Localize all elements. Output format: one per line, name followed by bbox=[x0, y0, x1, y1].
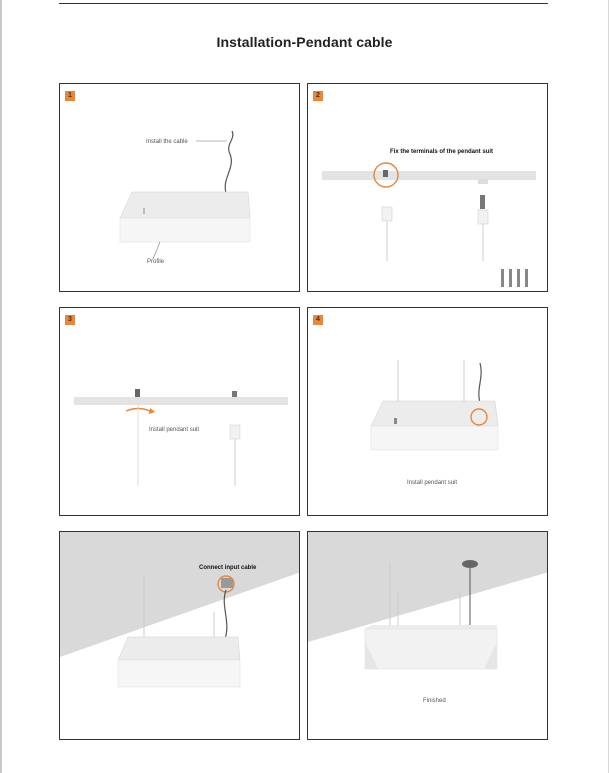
step-3-illustration bbox=[60, 308, 300, 516]
page-edge-left bbox=[0, 0, 2, 773]
step-4-badge: 4 bbox=[313, 315, 323, 325]
step-3-panel bbox=[59, 307, 300, 516]
step-3-label: Install pendant suit bbox=[149, 427, 200, 433]
step-1-illustration bbox=[60, 84, 300, 292]
step-4-label: Install pendant suit bbox=[407, 480, 458, 486]
step-2-illustration bbox=[308, 84, 548, 292]
step-1-label-profile: Profile bbox=[147, 259, 165, 265]
header-rule bbox=[59, 3, 548, 4]
ceiling-bar bbox=[74, 397, 288, 405]
profile-front bbox=[120, 218, 250, 242]
step-1-panel bbox=[59, 83, 300, 292]
canopy bbox=[462, 560, 478, 568]
step-4-illustration bbox=[308, 308, 548, 516]
profile-top bbox=[120, 192, 250, 218]
step-2-panel bbox=[307, 83, 548, 292]
step-5-panel bbox=[59, 531, 300, 740]
step-6-label: Finished bbox=[423, 698, 446, 704]
step-2-label-terminals: Fix the terminals of the pendant suit bbox=[390, 149, 494, 155]
ceiling-bar bbox=[322, 171, 536, 180]
step-5-label: Connect input cable bbox=[199, 565, 257, 571]
step-1-label-cable: Install the cable bbox=[146, 139, 188, 145]
page-title: Installation-Pendant cable bbox=[216, 34, 393, 50]
step-2-badge: 2 bbox=[313, 91, 323, 101]
luminaire bbox=[365, 629, 497, 669]
step-1-badge: 1 bbox=[65, 91, 75, 101]
step-4-panel bbox=[307, 307, 548, 516]
step-5-illustration bbox=[60, 532, 300, 740]
step-6-panel bbox=[307, 531, 548, 740]
step-3-badge: 3 bbox=[65, 315, 75, 325]
step-6-illustration bbox=[308, 532, 548, 740]
